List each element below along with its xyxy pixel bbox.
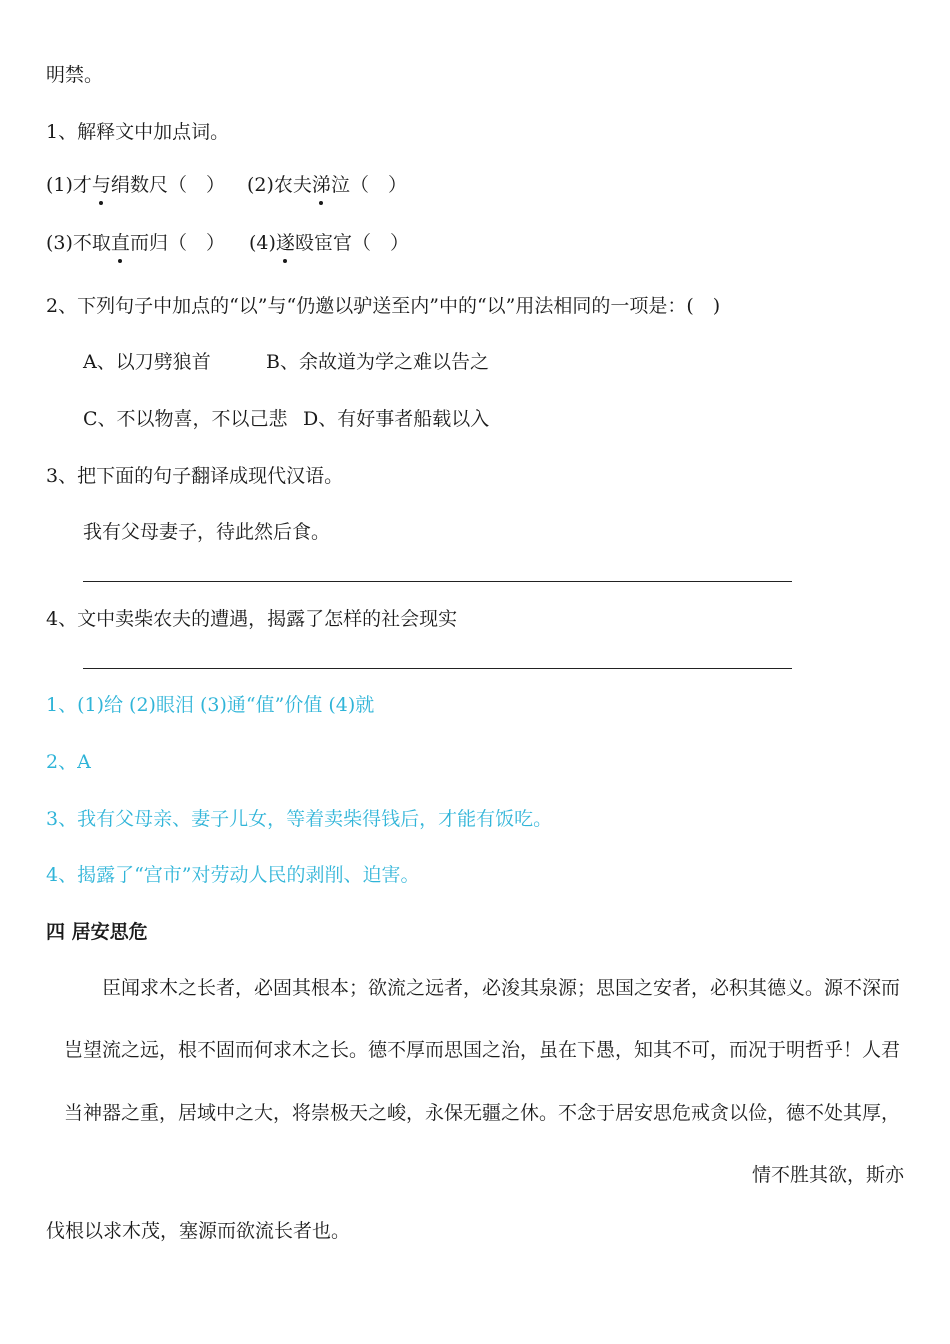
question-1-item-2 <box>247 176 407 195</box>
question-3-title: 3、把下面的句子翻译成现代汉语。 <box>46 465 344 487</box>
answer-1: 1、(1)给 (2)眼泪 (3)通“值”价值 (4)就 <box>46 694 375 716</box>
question-2-option-b: B、余故道为学之难以告之 <box>266 351 489 373</box>
question-2-option-c: C、不以物喜，不以己悲 <box>83 408 288 430</box>
paragraph-line: 岂望流之远，根不固而何求木之长。德不厚而思国之治，虽在下愚，知其不可，而况于明哲乎！人君 <box>64 1039 901 1061</box>
paragraph-line: 臣闻求木之长者，必固其根本；欲流之远者，必浚其泉源；思国之安者，必积其德义。源不深而 <box>102 977 901 999</box>
question-1-item-4 <box>249 234 409 253</box>
question-1-item-1 <box>46 176 225 195</box>
answer-3: 3、我有父母亲、妻子儿女，等着卖柴得钱后，才能有饭吃。 <box>46 808 553 830</box>
answer-2: 2、A <box>46 751 91 773</box>
question-3-sentence: 我有父母妻子，待此然后食。 <box>83 521 331 543</box>
question-2-option-a: A、以刀劈狼首 <box>83 351 211 373</box>
item-text: (2)农夫 <box>247 174 312 196</box>
continuation-text: 明禁。 <box>46 64 104 86</box>
question-2-option-d: D、有好事者船载以入 <box>303 408 490 430</box>
answer-4: 4、揭露了“宫市”对劳动人民的剥削、迫害。 <box>46 864 420 886</box>
paragraph-line: 伐根以求木茂，塞源而欲流长者也。 <box>46 1220 351 1242</box>
dotted-char: 涕 <box>311 174 331 196</box>
dotted-char: 遂 <box>275 232 295 254</box>
paragraph-line: 情不胜其欲，斯亦 <box>751 1164 904 1186</box>
section-title: 四 居安思危 <box>46 921 148 943</box>
item-text: (3)不取 <box>46 232 111 254</box>
item-text: (4) <box>249 232 276 254</box>
question-2-title: 2、下列句子中加点的“以”与“仍邀以驴送至内”中的“以”用法相同的一项是：( ) <box>46 295 721 317</box>
dotted-char: 直 <box>110 232 130 254</box>
answer-line <box>83 581 792 582</box>
item-text: 殴宦官（ ） <box>294 232 409 254</box>
paragraph-line: 当神器之重，居域中之大，将崇极天之峻，永保无疆之休。不念于居安思危戒贪以俭，德不处其厚， <box>64 1102 901 1124</box>
dotted-char: 与 <box>91 174 111 196</box>
item-text: 泣（ ） <box>330 174 407 196</box>
item-text: 而归（ ） <box>129 232 225 254</box>
question-1-item-3 <box>46 234 225 253</box>
question-4-title: 4、文中卖柴农夫的遭遇，揭露了怎样的社会现实 <box>46 608 458 630</box>
answer-line <box>83 668 792 669</box>
question-1-title: 1、解释文中加点词。 <box>46 121 230 143</box>
item-text: (1)才 <box>46 174 92 196</box>
item-text: 绢数尺（ ） <box>110 174 225 196</box>
